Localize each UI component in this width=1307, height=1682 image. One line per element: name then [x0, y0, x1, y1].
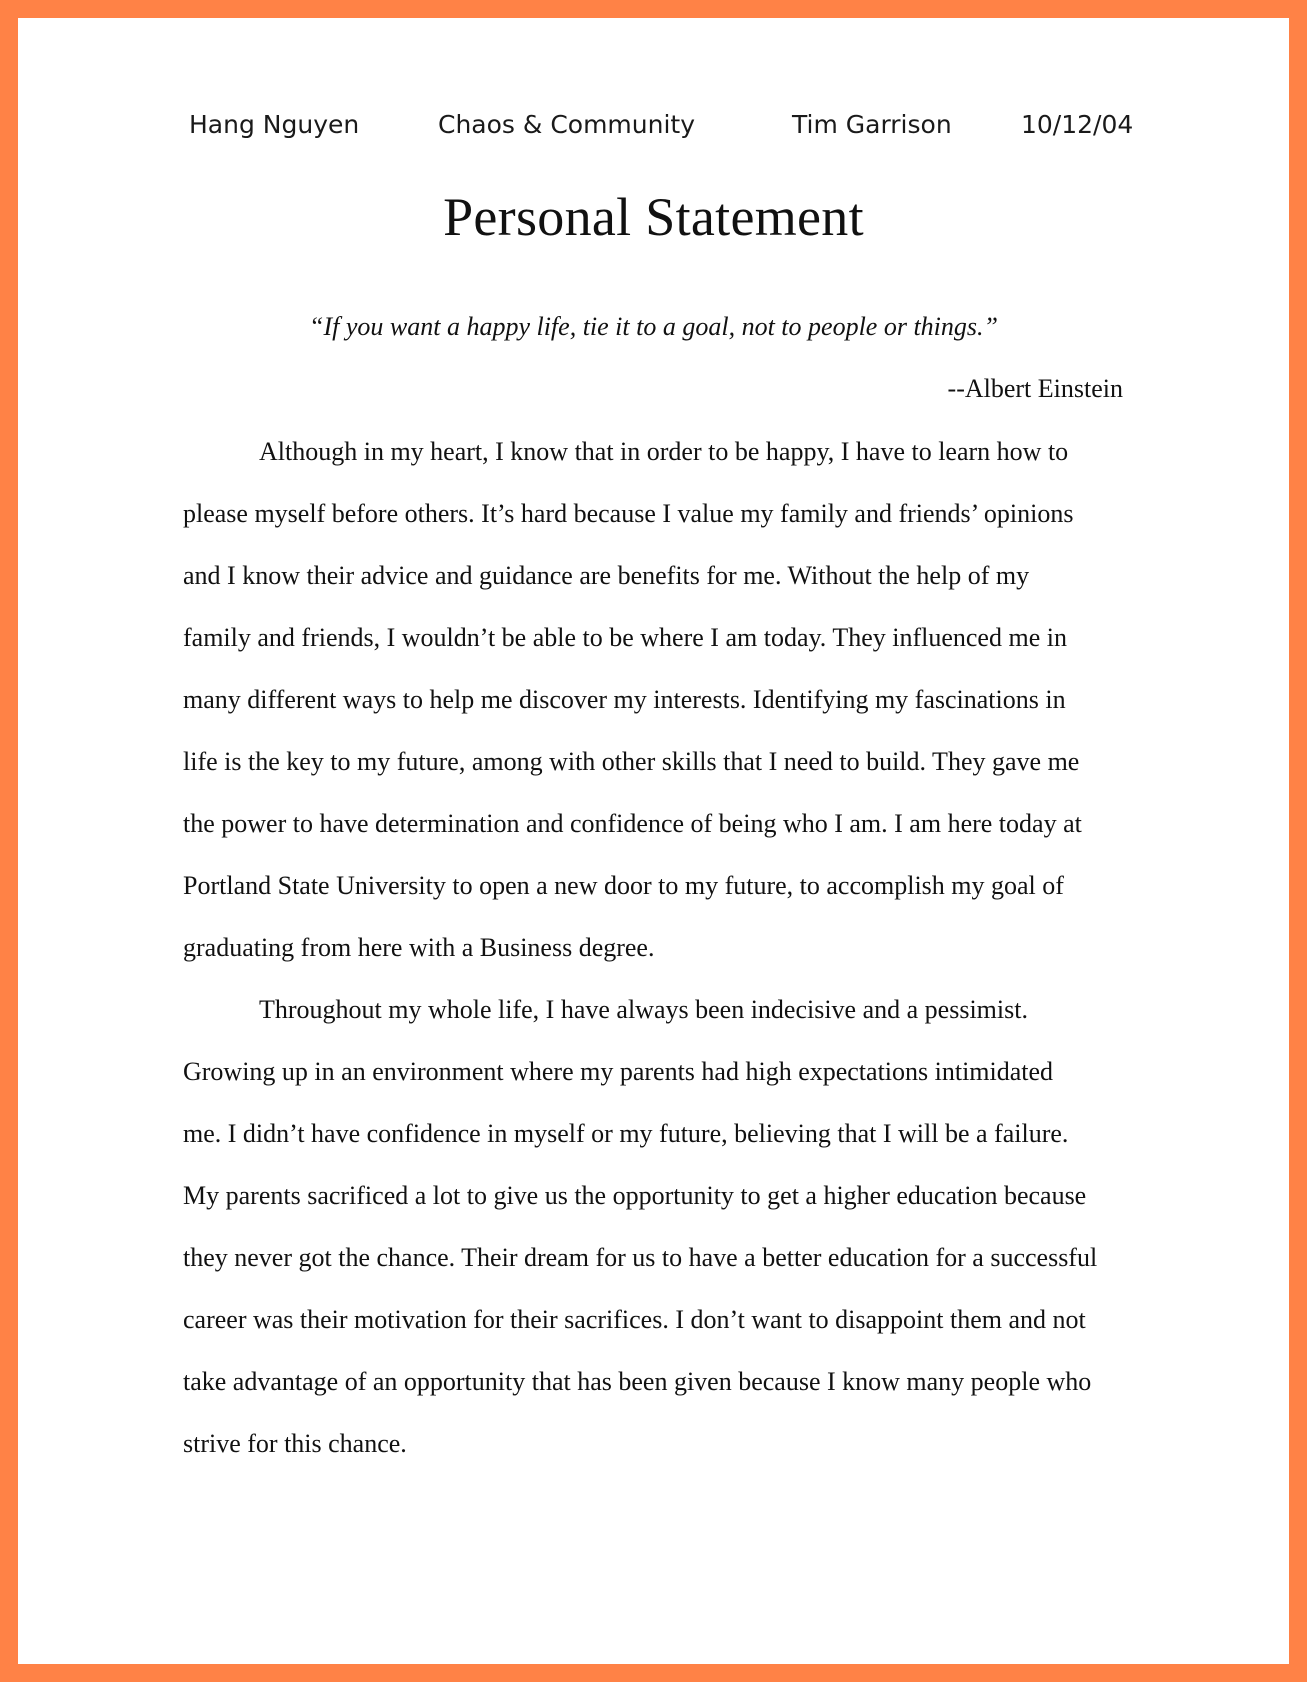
paragraph-line: My parents sacrificed a lot to give us the opportunity to get a higher education because [183, 1181, 1087, 1210]
paragraph-line: Portland State University to open a new door to my future, to accomplish my goal of [183, 871, 1064, 900]
paragraph-line: many different ways to help me discover my interests. Identifying my fascinations in [183, 685, 1066, 714]
document-date: 10/12/04 [1021, 110, 1134, 139]
paragraph-line: life is the key to my future, among with other skills that I need to build. They gave me [183, 747, 1080, 776]
paragraph-line: Although in my heart, I know that in order to be happy, I have to learn how to [259, 437, 1069, 466]
paragraph-line: please myself before others. It’s hard because I value my family and friends’ opinions [183, 499, 1074, 528]
essay-body [183, 430, 1163, 1484]
page-title: Personal Statement [443, 187, 864, 247]
paragraph-line: Throughout my whole life, I have always been indecisive and a pessimist. [259, 995, 1028, 1024]
paragraph-line: and I know their advice and guidance are benefits for me. Without the help of my [183, 561, 1030, 590]
document-header [18, 110, 1289, 146]
epigraph-attribution: --Albert Einstein [947, 374, 1123, 403]
paragraph-line: graduating from here with a Business degree. [183, 933, 655, 962]
epigraph-quote: “If you want a happy life, tie it to a goal, not to people or things.” [309, 312, 998, 341]
paragraph-line: strive for this chance. [183, 1429, 407, 1458]
author-name: Hang Nguyen [189, 110, 360, 139]
instructor-name: Tim Garrison [792, 110, 952, 139]
paragraph-line: family and friends, I wouldn’t be able to be where I am today. They influenced me in [183, 623, 1067, 652]
paragraph-line: career was their motivation for their sacrifices. I don’t want to disappoint them and not [183, 1305, 1086, 1334]
paragraph-line: the power to have determination and confidence of being who I am. I am here today at [183, 809, 1082, 838]
paragraph-line: they never got the chance. Their dream for us to have a better education for a successful [183, 1243, 1098, 1272]
paragraph-line: me. I didn’t have confidence in myself or my future, believing that I will be a failure. [183, 1119, 1069, 1148]
paragraph-line: take advantage of an opportunity that has been given because I know many people who [183, 1367, 1092, 1396]
paragraph-line: Growing up in an environment where my parents had high expectations intimidated [183, 1057, 1054, 1086]
course-name: Chaos & Community [438, 110, 696, 139]
